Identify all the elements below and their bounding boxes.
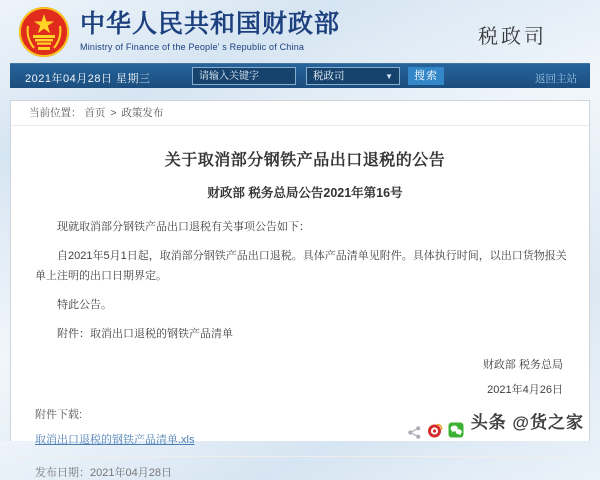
search-input[interactable] xyxy=(192,67,296,85)
caret-down-icon: ▼ xyxy=(385,72,393,81)
national-emblem-icon xyxy=(18,6,70,58)
article-title: 关于取消部分钢铁产品出口退税的公告 xyxy=(164,152,446,169)
document-number: 财政部 税务总局公告2021年第16号 xyxy=(207,186,403,200)
issuer-signature: 财政部 税务总局 xyxy=(482,359,563,371)
publish-date-value: 2021年04月28日 xyxy=(90,467,172,479)
department-title: 税政司 xyxy=(478,26,547,48)
share-bar xyxy=(407,414,584,438)
article-paragraph: 现就取消部分钢铁产品出口退税有关事项公告如下： xyxy=(57,221,310,233)
attachment-download-label: 附件下载: xyxy=(35,409,83,421)
toutiao-watermark: 头条 @货之家 xyxy=(470,413,584,432)
weibo-icon[interactable] xyxy=(427,422,443,438)
current-date: 2021年04月28日 星期三 xyxy=(25,73,151,85)
article-paragraph: 特此公告。 xyxy=(57,299,112,311)
search-scope-select[interactable] xyxy=(306,67,400,85)
breadcrumb-home-link[interactable]: 首页 xyxy=(84,107,106,119)
breadcrumb-section-link[interactable]: 政策发布 xyxy=(121,107,164,119)
breadcrumb-label: 当前位置： xyxy=(29,107,82,119)
content-panel xyxy=(10,100,590,479)
site-header xyxy=(0,0,600,63)
site-title-block xyxy=(80,11,340,52)
top-navbar xyxy=(10,63,590,88)
article-paragraph: 附件：取消出口退税的钢铁产品清单 xyxy=(57,328,233,340)
article-paragraph: 自2021年5月1日起，取消部分钢铁产品出口退税。具体产品清单见附件。具体执行时间，以出口货物报关单上注明的出口日期界定。 xyxy=(35,250,567,282)
issue-date: 2021年4月26日 xyxy=(487,384,563,396)
attachment-file-link[interactable]: 取消出口退税的钢铁产品清单.xls xyxy=(35,434,195,446)
publish-date-label: 发布日期： xyxy=(35,467,90,479)
breadcrumb-separator: > xyxy=(110,107,117,119)
return-home-link[interactable]: 返回主站 xyxy=(535,73,577,85)
publish-date-row xyxy=(11,456,589,480)
breadcrumb xyxy=(11,101,589,126)
org-name-en: Ministry of Finance of the People' s Republic of China xyxy=(80,41,305,52)
search-button[interactable]: 搜索 xyxy=(408,67,444,85)
org-name-zh: 中华人民共和国财政部 xyxy=(80,10,341,38)
announcement-article xyxy=(11,147,589,397)
search-scope-value: 税政司 xyxy=(313,70,345,82)
share-icon[interactable] xyxy=(407,425,422,440)
wechat-icon[interactable] xyxy=(448,422,464,438)
